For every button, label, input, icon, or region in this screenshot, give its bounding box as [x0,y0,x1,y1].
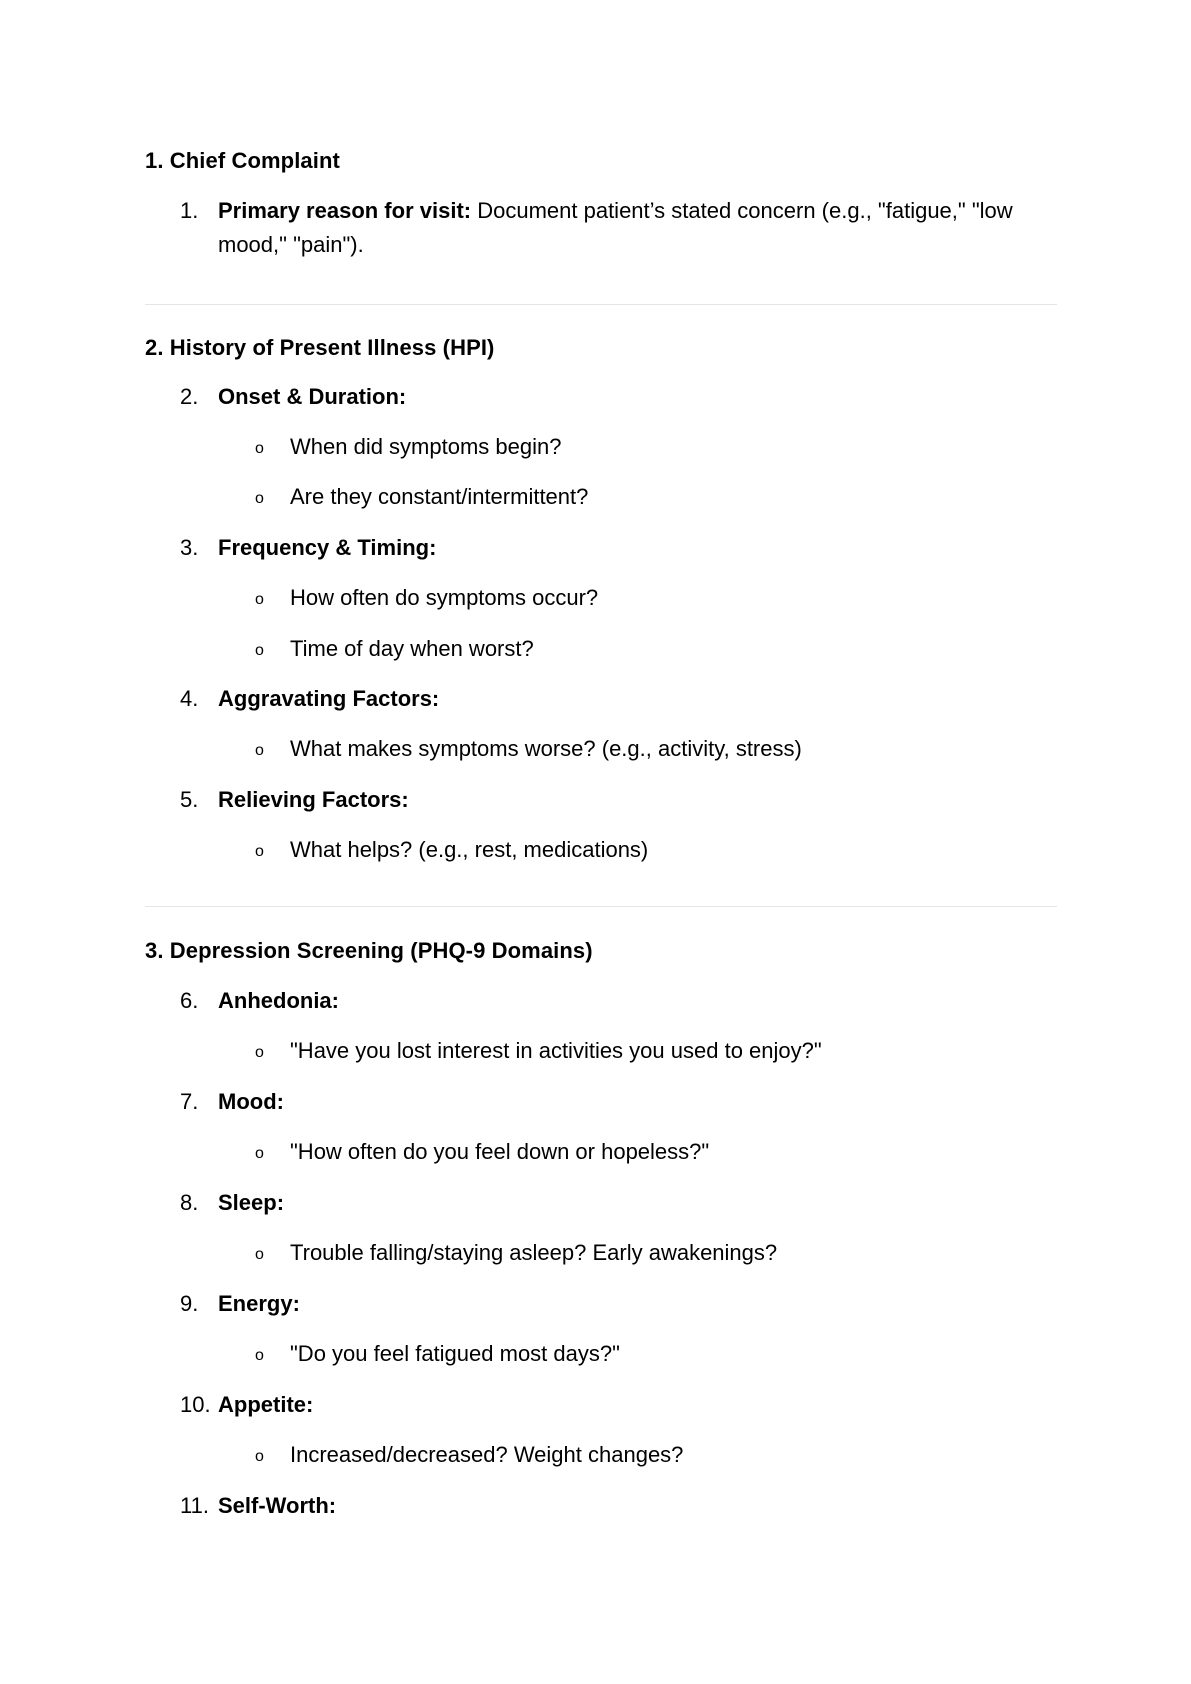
item-label: Primary reason for visit: [218,198,472,223]
bullet-icon: o [255,1347,264,1364]
sub-item-text: How often do symptoms occur? [290,585,599,610]
sub-item [255,835,648,867]
bullet-icon: o [255,1145,264,1162]
sub-item [255,583,598,615]
bullet-icon: o [255,642,264,659]
list-item [180,1186,1030,1220]
sub-item-text: "How often do you feel down or hopeless?" [290,1139,710,1164]
section-divider [145,304,1057,305]
section-title-chief-complaint: 1. Chief Complaint [145,148,340,173]
sub-item [255,734,802,766]
sub-item [255,1137,709,1169]
item-label: Relieving Factors: [218,787,409,812]
sub-item [255,634,534,666]
bullet-icon: o [255,1448,264,1465]
list-item [180,984,1030,1018]
sub-item-text: What makes symptoms worse? (e.g., activity, stress) [290,736,802,761]
item-number: 10. [180,1392,211,1417]
list-item [180,682,1030,716]
item-text: Document patient’s stated concern (e.g., "fatigue," "low mood," "pain"). [218,198,1013,257]
item-label: Mood: [218,1089,284,1114]
sub-item [255,482,588,514]
list-item [180,1489,1030,1523]
bullet-icon: o [255,1246,264,1263]
sub-item [255,1238,777,1270]
list-item [180,1388,1030,1422]
item-number: 1. [180,198,199,223]
sub-item [255,1440,683,1472]
list-item [180,194,1030,262]
item-label: Onset & Duration: [218,384,407,409]
item-label: Self-Worth: [218,1493,337,1518]
item-number: 3. [180,535,199,560]
list-item [180,531,1030,565]
sub-item-text: Increased/decreased? Weight changes? [290,1442,684,1467]
list-item [180,1287,1030,1321]
item-label: Frequency & Timing: [218,535,437,560]
list-item [180,783,1030,817]
sub-item-text: "Have you lost interest in activities you used to enjoy?" [290,1038,822,1063]
sub-item [255,1339,620,1371]
item-number: 2. [180,384,199,409]
sub-item-text: What helps? (e.g., rest, medications) [290,837,649,862]
item-label: Anhedonia: [218,988,339,1013]
sub-item-text: Time of day when worst? [290,636,534,661]
bullet-icon: o [255,440,264,457]
sub-item [255,432,561,464]
section-title-depression-screening: 3. Depression Screening (PHQ-9 Domains) [145,938,593,963]
sub-item-text: Trouble falling/staying asleep? Early awakenings? [290,1240,778,1265]
sub-item-text: When did symptoms begin? [290,434,562,459]
bullet-icon: o [255,490,264,507]
sub-item-text: "Do you feel fatigued most days?" [290,1341,620,1366]
bullet-icon: o [255,742,264,759]
list-item [180,380,1030,414]
item-label: Aggravating Factors: [218,686,440,711]
item-label: Energy: [218,1291,300,1316]
item-number: 9. [180,1291,199,1316]
item-number: 6. [180,988,199,1013]
item-label: Sleep: [218,1190,285,1215]
bullet-icon: o [255,591,264,608]
bullet-icon: o [255,843,264,860]
item-number: 11. [180,1493,209,1518]
section-title-hpi: 2. History of Present Illness (HPI) [145,335,495,360]
item-number: 5. [180,787,199,812]
list-item [180,1085,1030,1119]
item-number: 4. [180,686,199,711]
sub-item [255,1036,822,1068]
item-number: 8. [180,1190,199,1215]
section-divider [145,906,1057,907]
bullet-icon: o [255,1044,264,1061]
item-number: 7. [180,1089,199,1114]
sub-item-text: Are they constant/intermittent? [290,484,589,509]
item-label: Appetite: [218,1392,314,1417]
